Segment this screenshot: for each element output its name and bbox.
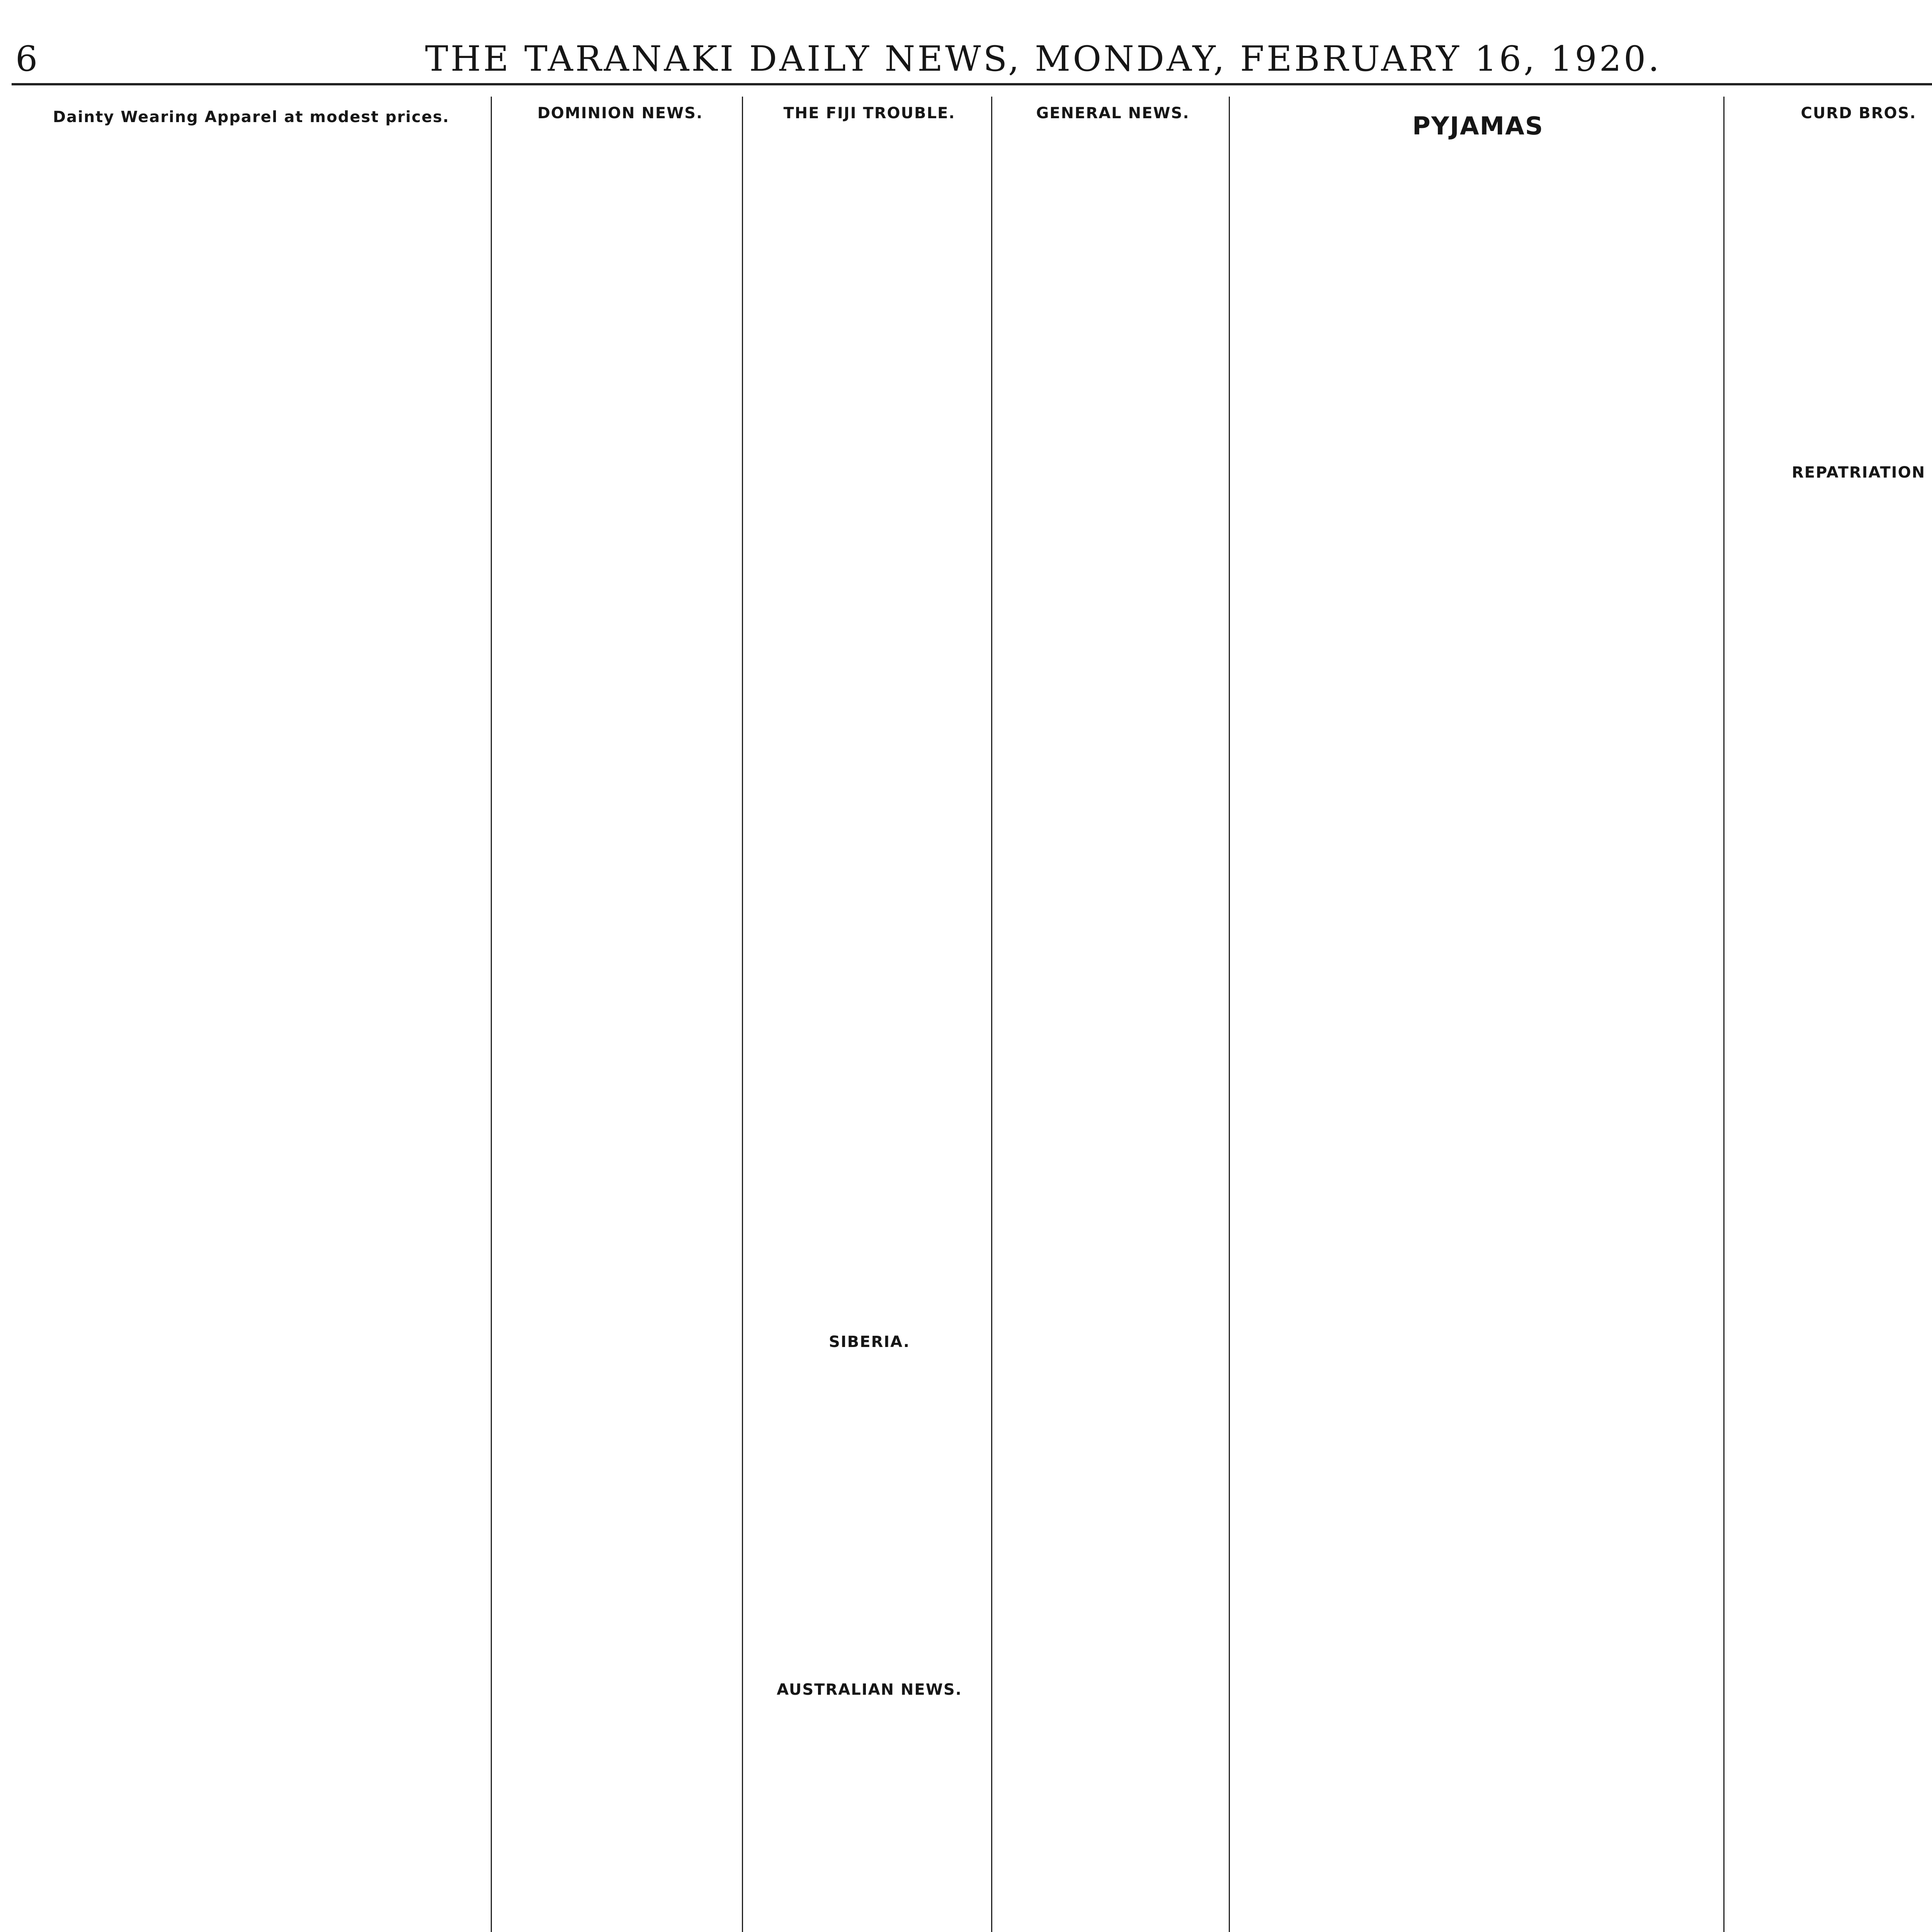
general-news-heading: GENERAL NEWS. (1036, 104, 1190, 122)
masthead-rule (12, 83, 1932, 85)
siberia-heading: SIBERIA. (828, 1333, 910, 1351)
newspaper-title: THE TARANAKI DAILY NEWS, MONDAY, FEBRUARY 16, 1920. (425, 39, 1662, 79)
column-5-body (1244, 174, 1712, 1932)
column-apparel-ad (12, 97, 492, 1932)
fiji-trouble-heading: THE FIJI TROUBLE. (783, 104, 956, 122)
curd-bros-heading: CURD BROS. (1801, 104, 1917, 122)
page-number: 6 (15, 39, 38, 79)
column-2-body (510, 143, 730, 1932)
masthead (0, 0, 1932, 77)
column-ads (1233, 97, 1725, 1932)
australian-news-heading: AUSTRALIAN NEWS. (777, 1681, 962, 1699)
column-4-body (1009, 143, 1217, 1932)
apparel-headline: Dainty Wearing Apparel at modest prices. (53, 108, 450, 126)
column-dominion-news (498, 97, 743, 1932)
dominion-news-heading: DOMINION NEWS. (537, 104, 703, 122)
column-classifieds (1727, 97, 1932, 1932)
repatriation-heading: REPATRIATION (1791, 464, 1926, 481)
column-fiji-trouble (748, 97, 992, 1932)
pyjamas-heading: PYJAMAS (1412, 112, 1544, 141)
column-general-news (997, 97, 1230, 1932)
column-3-body (759, 143, 980, 1932)
column-6-body (1739, 143, 1932, 1932)
column-1-body (23, 213, 479, 1932)
